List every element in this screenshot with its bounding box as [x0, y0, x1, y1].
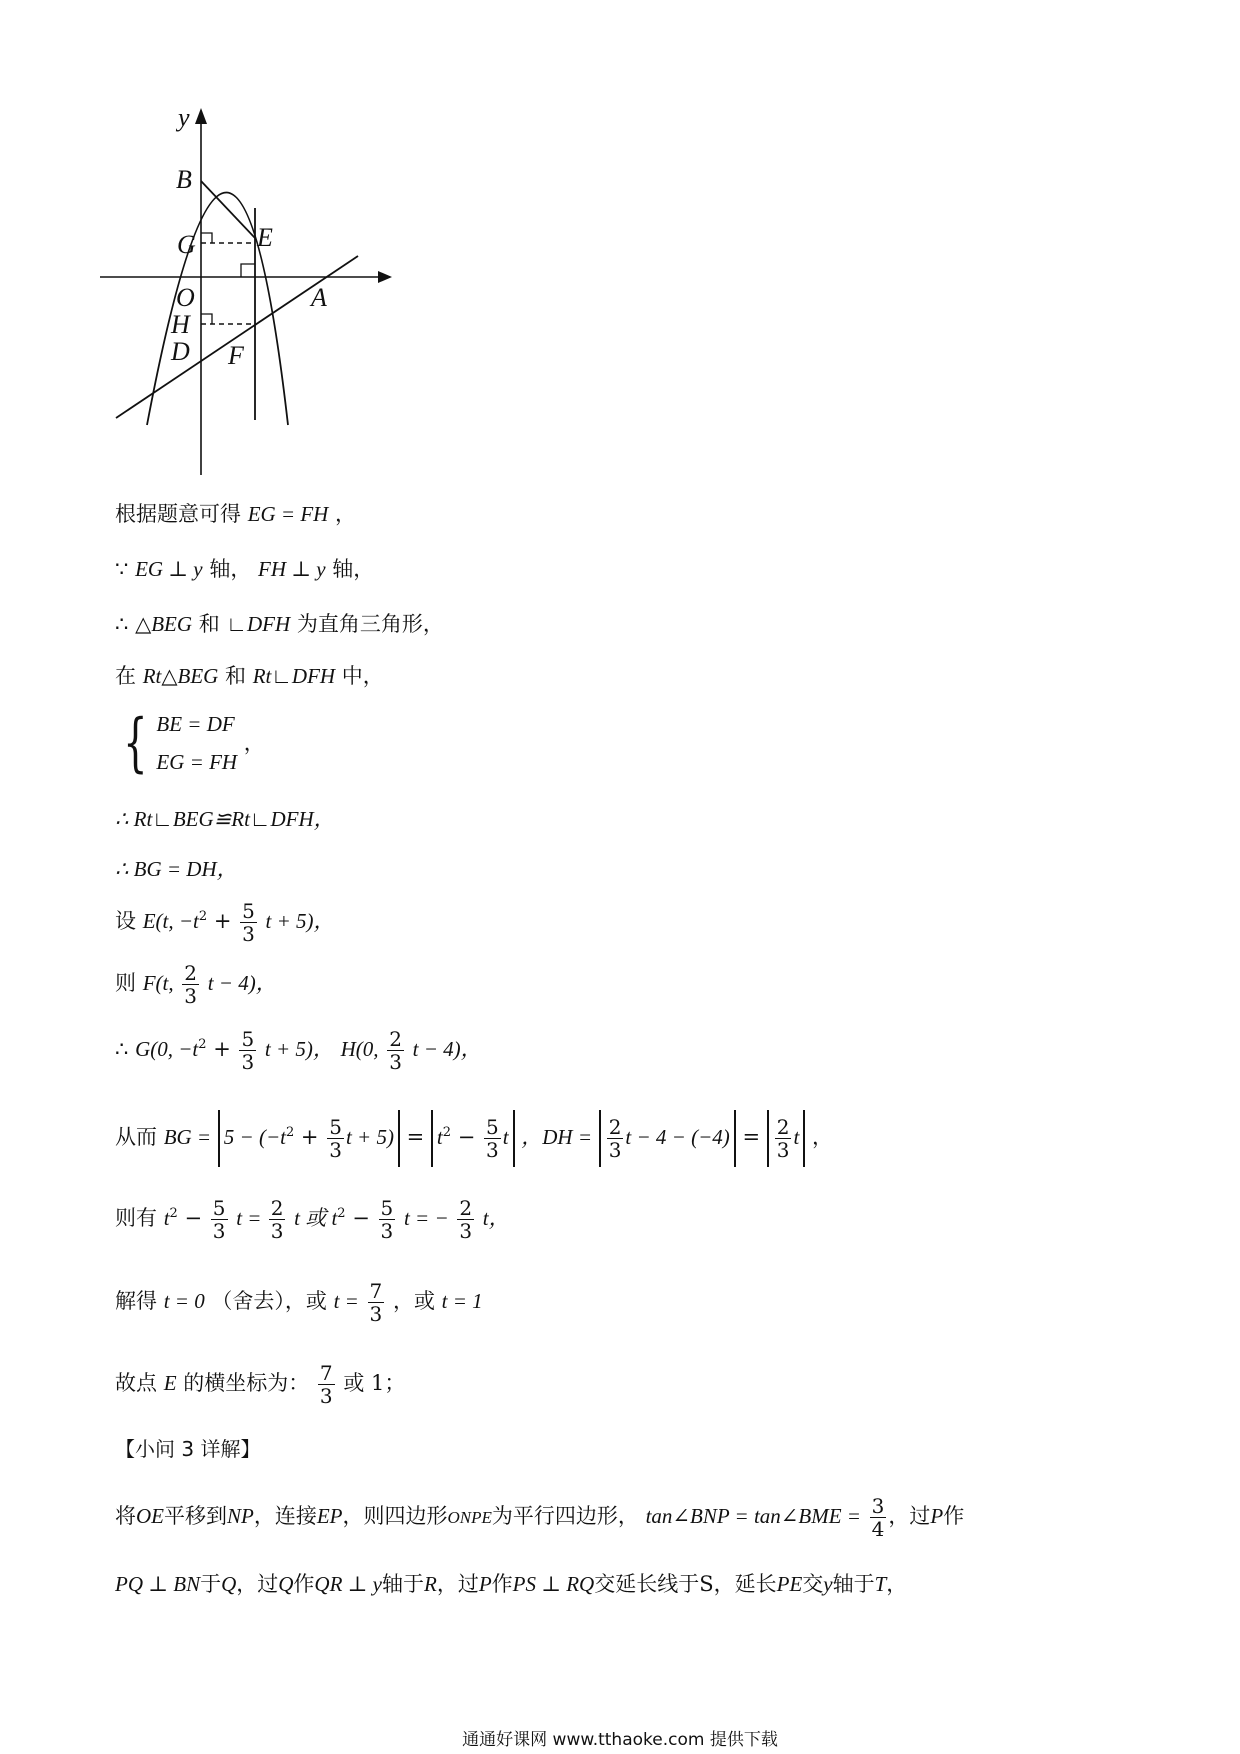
line-5-system [115, 705, 265, 781]
line-6: ∴ Rt∟BEG≌Rt∟DFH， [115, 807, 335, 831]
l12-frac4: $\frac{2}{3}$ [459, 1196, 473, 1243]
y-axis-arrow [195, 108, 207, 124]
section-heading: 【小问 3 详解】 [115, 1437, 261, 1461]
x-axis-arrow [378, 271, 392, 283]
equation-system [156, 705, 237, 781]
l4-rt2: Rt∟DFH [252, 664, 336, 688]
l10-h-frac: $\frac{2}{3}$ [389, 1027, 402, 1074]
l10-frac: $\frac{5}{3}$ [241, 1027, 255, 1074]
l1-math: EG = FH [247, 502, 329, 526]
l2-axis2: 轴， [332, 557, 375, 581]
line-1 [115, 500, 356, 528]
label-f: F [228, 341, 244, 370]
line-10: ∴ G(0, $-t^2$ + $\frac{5}{3}$ t + 5)， H(0, $\frac{2}{3}$ t − 4)， [115, 1027, 482, 1074]
l10-post: t + 5)， [264, 1037, 334, 1061]
l8-post: t + 5)， [265, 909, 335, 933]
left-brace: { [123, 706, 148, 780]
line-8: 设 E(t, $-t^2$ + $\frac{5}{3}$ t + 5)， [115, 899, 335, 946]
l9-then: 则 [115, 971, 136, 995]
label-g: G [177, 230, 196, 259]
l3-text: 为直角三角形， [296, 612, 444, 636]
l12-frac2: $\frac{2}{3}$ [270, 1196, 284, 1243]
l12-then: 则有 [115, 1206, 157, 1230]
line-ad [116, 256, 358, 418]
l4-mid: 中， [341, 664, 384, 688]
line-9 [115, 962, 277, 1007]
l11-from: 从而 [115, 1125, 157, 1149]
l3-tri2: ∟DFH [226, 612, 291, 636]
line-2 [115, 555, 374, 583]
label-d: D [171, 337, 190, 366]
l3-and: 和 [198, 612, 220, 636]
l4-in: 在 [115, 664, 136, 688]
parabola-figure [100, 100, 460, 480]
line-11: 从而 BG = $5 - (-t^2$ + $\frac{5}{3}$ $t + 5) = t^2$ − $\frac{5}{3}$ t ，DH = $\frac{2}{3}$ t − 4 − (−4) = $\frac{2}{3}$ t ， [115, 1110, 833, 1167]
l8-mid: + [207, 909, 239, 933]
line-4 [115, 662, 384, 690]
l2-a: EG ⊥ y [135, 557, 203, 581]
l11-end: ， [811, 1125, 833, 1149]
page-footer: 通通好课网 www.tthaoke.com 提供下载 [462, 1730, 778, 1750]
l9-pre: F(t, [142, 971, 174, 995]
l2-b: FH ⊥ y [258, 557, 326, 581]
abs-2: $t^2$ − $\frac{5}{3}$ t [431, 1110, 515, 1167]
l9-post: t − 4)， [207, 971, 277, 995]
l3-tri1: △BEG [135, 612, 193, 636]
l10-h-pre: H(0, [340, 1037, 379, 1061]
l5-eq1: BE = DF [156, 712, 235, 736]
abs-1: $5 - (-t^2$ + $\frac{5}{3}$ t + 5) [218, 1110, 400, 1167]
abs-3: $\frac{2}{3}$ t − 4 − (−4) [599, 1110, 736, 1167]
right-angle-h [201, 314, 212, 324]
line-12: 则有 $t^2$ − $\frac{5}{3}$ t = $\frac{2}{3}$ t 或 $t^2$ − $\frac{5}{3}$ t = − $\frac{2}{3}$ t， [115, 1196, 510, 1243]
segment-be [201, 181, 255, 238]
right-angle-g [201, 233, 212, 243]
label-b: B [176, 165, 192, 194]
line-7: ∴ BG = DH， [115, 857, 238, 881]
l2-axis1: 轴， [209, 557, 252, 581]
right-angle-e [241, 264, 255, 277]
l1-text: 根据题意可得 [115, 502, 241, 526]
l8-pre: E(t, −t [142, 909, 199, 933]
l12-frac3: $\frac{5}{3}$ [380, 1196, 394, 1243]
l10-therefore: ∴ [115, 1037, 129, 1061]
l10-h-post: t − 4)， [412, 1037, 482, 1061]
l14-frac: $\frac{7}{3}$ [319, 1361, 333, 1408]
l13-frac: $\frac{7}{3}$ [369, 1279, 383, 1326]
l11-bg: BG = [163, 1125, 212, 1149]
l8-frac: $\frac{5}{3}$ [242, 899, 255, 946]
l16-frac: $\frac{3}{4}$ [871, 1494, 885, 1541]
abs-4: $\frac{2}{3}$ t [767, 1110, 806, 1167]
l5-eq2: EG = FH [156, 750, 238, 774]
line-16: 将OE平移到NP，连接EP，则四边形ONPE为平行四边形， tan∠BNP = tan∠BME = $\frac{3}{4}$ ，过P作 [115, 1494, 965, 1541]
l2-because: ∵ [115, 557, 129, 581]
l4-rt1: Rt△BEG [142, 664, 219, 688]
line-17: PQ ⊥ BN于Q，过Q作QR ⊥ y轴于R，过P作PS ⊥ RQ交延长线于S，延长PE交y轴于T， [115, 1572, 908, 1596]
l8-set: 设 [115, 909, 136, 933]
label-e: E [257, 223, 273, 252]
line-3 [115, 610, 444, 638]
line-14: 故点 E 的横坐标为： $\frac{7}{3}$ 或 1； [115, 1361, 406, 1408]
l12-frac1: $\frac{5}{3}$ [212, 1196, 226, 1243]
l10-pre: G(0, −t [135, 1037, 199, 1061]
l5-comma: ， [243, 731, 265, 755]
label-o: O [176, 283, 195, 312]
line-13: 解得 t = 0 （舍去），或 t = $\frac{7}{3}$ ，或 t = 1 [115, 1279, 483, 1326]
l4-and: 和 [225, 664, 247, 688]
l1-end: ， [335, 502, 357, 526]
label-y: y [178, 103, 190, 132]
label-a: A [311, 283, 327, 312]
label-h: H [171, 310, 190, 339]
l11-dh: ，DH = [521, 1125, 592, 1149]
l9-frac: $\frac{2}{3}$ [184, 961, 198, 1008]
l3-therefore: ∴ [115, 612, 129, 636]
